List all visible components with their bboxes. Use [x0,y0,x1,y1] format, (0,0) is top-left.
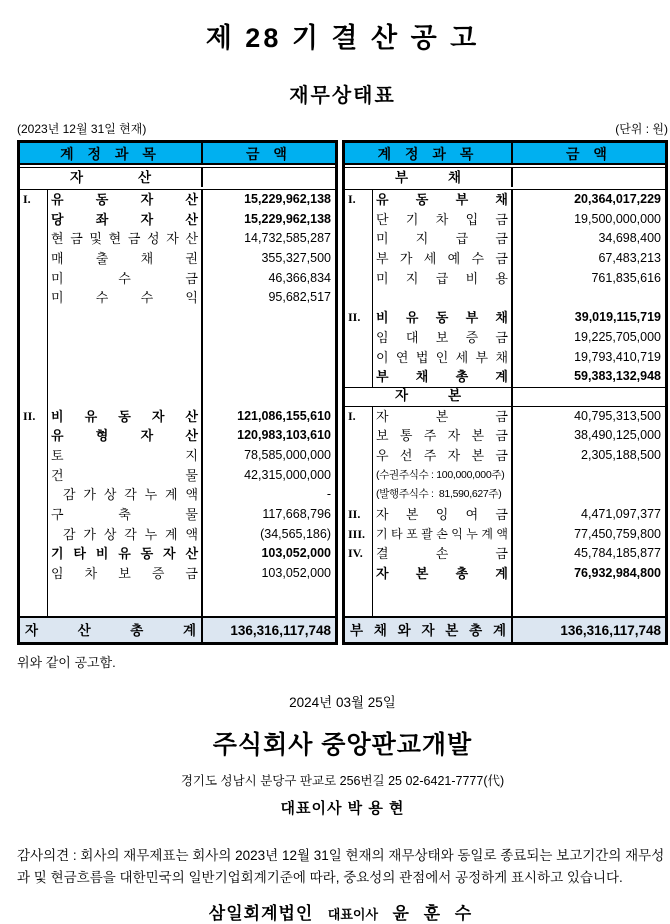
auditor-name: 윤 훈 수 [392,903,477,923]
table-row [20,426,335,446]
row-number: IV. [345,544,373,564]
row-amount: 15,229,962,138 [244,192,331,206]
row-account: 자 본 금 [373,407,513,427]
audit-opinion: 감사의견 : 회사의 재무제표는 회사의 2023년 12월 31일 현재의 재무상태와 동일로 종료되는 보고기간의 재무성과 및 현금흐름을 대한민국의 일반기업회계기준에 따라, 중요성의 관점에서 공정하게 표시하고 있습니다. [17,848,665,885]
row-amount: 38,490,125,000 [574,428,661,443]
row-amount [203,308,335,328]
section-amount-cell [203,168,335,187]
announcement-page [17,16,668,924]
row-number [345,328,373,348]
table-row [345,229,665,249]
row-number [20,210,48,230]
row-amount: 39,019,115,719 [574,310,661,325]
table-row [20,367,335,387]
row-account: 자 본 총 계 [373,564,513,584]
auditor-firm: 삼일회계법인 [208,903,314,923]
row-account [48,584,203,616]
table-row [345,525,665,545]
amount-header: 금 액 [246,146,292,162]
balance-sheet-table [17,140,668,645]
row-number [20,288,48,308]
row-amount [203,348,335,368]
row-account: 미 수 수 익 [48,288,203,308]
table-row [345,446,665,466]
total-amount: 136,316,117,748 [230,623,331,638]
row-number: II. [345,308,373,328]
row-account: 유 동 자 산 [48,190,203,210]
row-account: (발행주식수 : 81,590,627주) [373,485,513,505]
row-account: 토 지 [48,446,203,466]
liabilities-equity-total-row [345,616,665,642]
table-row [20,328,335,348]
row-number [20,328,48,348]
row-number [20,584,48,616]
row-amount: 76,932,984,800 [574,566,661,581]
row-amount [203,584,335,616]
row-number [345,446,373,466]
row-number: III. [345,525,373,545]
page-title: 제 28 기 결 산 공 고 [205,23,480,53]
table-row [345,544,665,564]
section-label: 부 채 [345,168,513,187]
row-amount: 4,471,097,377 [581,507,661,521]
row-account [48,367,203,387]
row-account: 미 지 급 비 용 [373,269,513,289]
row-number: II. [345,505,373,525]
account-header: 계 정 과 목 [20,143,203,165]
row-amount [203,367,335,387]
row-amount: 15,229,962,138 [244,211,331,226]
row-account [48,328,203,348]
table-row [345,328,665,348]
row-account: 당 좌 자 산 [48,210,203,230]
row-account: 비 유 동 자 산 [48,407,203,427]
as-of-date: (2023년 12월 31일 현재) [17,122,147,136]
row-amount: 67,483,213 [598,251,661,266]
table-row [345,584,665,616]
row-amount: 19,225,705,000 [574,329,661,344]
assets-column [17,140,338,645]
table-row [20,308,335,328]
row-account: 우 선 주 자 본 금 [373,446,513,466]
row-number [345,367,373,387]
row-number [345,210,373,230]
row-number [20,505,48,525]
company-address: 경기도 성남시 분당구 판교로 256번길 25 02-6421-7777(代) [180,774,505,788]
row-account: 구 축 물 [48,505,203,525]
row-account: 감 가 상 각 누 계 액 [48,525,203,545]
table-row [20,485,335,505]
row-amount [513,485,665,505]
table-row [20,407,335,427]
row-amount: 78,585,000,000 [244,447,331,462]
table-row [345,505,665,525]
row-number [20,367,48,387]
row-amount: 761,835,616 [591,270,661,285]
assets-header-row [20,143,335,165]
row-account: 결 손 금 [373,544,513,564]
row-number [345,288,373,308]
liabilities-equity-column [342,140,668,645]
row-amount: 103,052,000 [261,546,331,561]
row-account: 기 타 비 유 동 자 산 [48,544,203,564]
auditor-title: 대표이사 [327,906,379,922]
section-amount-cell [513,388,665,406]
unit-label: (단위 : 원) [615,122,668,136]
total-label: 자 산 총 계 [20,618,203,644]
row-number [20,564,48,584]
row-number [345,229,373,249]
row-number: I. [345,190,373,210]
row-account: 부 채 총 계 [373,367,513,387]
table-row [345,466,665,486]
row-account: 매 출 채 권 [48,249,203,269]
row-account: 건 물 [48,466,203,486]
table-row [20,288,335,308]
row-number [345,485,373,505]
row-number: I. [345,407,373,427]
row-account: 자 본 잉 여 금 [373,505,513,525]
announcement-date: 2024년 03월 25일 [289,695,396,710]
row-account [373,584,513,616]
table-row [20,249,335,269]
notice-text: 위와 같이 공고함. [17,655,116,670]
row-account: 미 수 금 [48,269,203,289]
table-row [20,210,335,230]
row-account: 현 금 및 현 금 성 자 산 [48,229,203,249]
row-number [20,348,48,368]
table-row [345,348,665,368]
row-number [20,387,48,407]
table-row [345,269,665,289]
auditor-line [17,899,668,924]
section-amount-cell [513,168,665,187]
account-header: 계 정 과 목 [345,143,513,165]
row-account: 단 기 차 입 금 [373,210,513,230]
assets-rows [20,190,335,616]
row-number: I. [20,190,48,210]
section-label: 자 산 [20,168,203,187]
row-number [20,269,48,289]
section-label: 자 본 [345,388,513,406]
row-account: 기 타 포 괄 손 익 누 계 액 [373,525,513,545]
table-row [345,190,665,210]
row-amount: 59,383,132,948 [574,369,661,384]
table-row [20,544,335,564]
row-number [20,426,48,446]
row-amount: 77,450,759,800 [574,526,661,541]
section-row [345,387,665,407]
row-amount [513,288,665,308]
table-row [20,190,335,210]
row-account: (수권주식수 : 100,000,000주) [373,466,513,486]
liabilities-equity-rows [345,190,665,616]
row-account: 유 동 부 채 [373,190,513,210]
table-row [20,387,335,407]
table-row [345,308,665,328]
row-number [20,446,48,466]
table-row [345,485,665,505]
row-number [20,466,48,486]
row-account: 유 형 자 산 [48,426,203,446]
row-amount: 34,698,400 [598,231,661,246]
row-account: 감 가 상 각 누 계 액 [48,485,203,505]
meta-row [17,120,668,137]
row-number [20,485,48,505]
row-amount: 95,682,517 [268,290,331,305]
table-row [345,210,665,230]
row-account: 이 연 법 인 세 부 채 [373,348,513,368]
row-amount [203,387,335,407]
row-amount: 355,327,500 [261,251,331,266]
row-amount: (34,565,186) [260,526,331,541]
row-number [345,466,373,486]
row-number [345,426,373,446]
assets-total-row [20,616,335,642]
table-row [20,269,335,289]
company-name: 주식회사 중앙판교개발 [212,731,473,759]
liabilities-section-row [345,168,665,187]
row-account: 보 통 주 자 본 금 [373,426,513,446]
row-amount: 40,795,313,500 [574,408,661,423]
row-amount: 42,315,000,000 [244,467,331,482]
table-row [345,249,665,269]
table-row [20,348,335,368]
row-amount [513,466,665,486]
row-number [345,348,373,368]
row-amount: 117,668,796 [262,507,331,521]
row-account: 임 대 보 증 금 [373,328,513,348]
table-row [345,367,665,387]
statement-title: 재무상태표 [289,85,396,107]
row-account [48,348,203,368]
row-amount: 45,784,185,877 [574,546,661,561]
row-amount: 46,366,834 [268,270,331,285]
row-account: 임 차 보 증 금 [48,564,203,584]
row-account [48,308,203,328]
row-number [345,269,373,289]
row-amount: 14,732,585,287 [244,231,331,246]
table-row [20,525,335,545]
row-account [373,288,513,308]
row-amount: 121,086,155,610 [237,408,331,423]
liabilities-header-row [345,143,665,165]
row-amount: 120,983,103,610 [237,428,331,443]
row-amount: 2,305,188,500 [581,447,661,462]
row-number: II. [20,407,48,427]
row-amount [203,328,335,348]
row-account: 부 가 세 예 수 금 [373,249,513,269]
row-account: 비 유 동 부 채 [373,308,513,328]
table-row [345,426,665,446]
table-row [345,564,665,584]
table-row [345,288,665,308]
row-number [20,525,48,545]
total-label: 부 채 와 자 본 총 계 [345,618,513,644]
table-row [20,505,335,525]
row-number [20,308,48,328]
table-row [20,229,335,249]
table-row [20,466,335,486]
ceo-line: 대표이사 박 용 현 [280,800,405,817]
row-number [20,229,48,249]
row-number [20,249,48,269]
row-amount: 103,052,000 [261,566,331,581]
total-amount: 136,316,117,748 [560,623,661,638]
table-row [345,407,665,427]
row-number [20,544,48,564]
row-amount [513,584,665,616]
row-number [345,564,373,584]
row-number [345,584,373,616]
row-account [48,387,203,407]
row-amount: 20,364,017,229 [574,192,661,206]
row-amount: 19,793,410,719 [574,349,661,364]
row-amount: 19,500,000,000 [574,211,661,226]
table-row [20,446,335,466]
row-account: 미 지 급 금 [373,229,513,249]
table-row [20,584,335,616]
assets-section-row [20,168,335,187]
row-amount: - [326,487,331,502]
row-number [345,249,373,269]
table-row [20,564,335,584]
amount-header: 금 액 [566,146,612,162]
